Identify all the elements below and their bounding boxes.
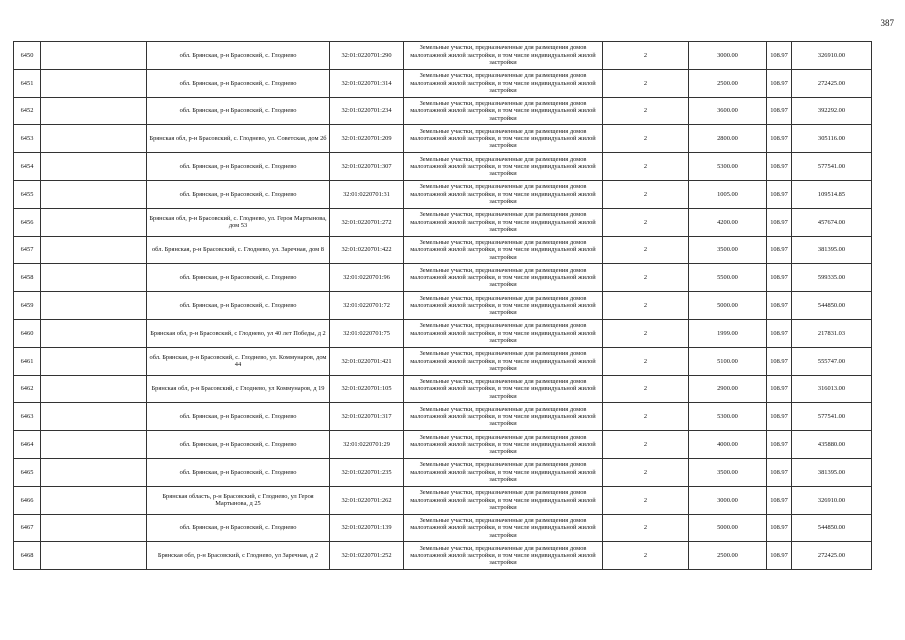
table-row — [14, 208, 872, 236]
group-cell: 2 — [603, 236, 689, 264]
cadastral-number-cell: 32:01:0220701:421 — [330, 347, 404, 375]
cadastral-value-cell: 326910.00 — [792, 42, 872, 70]
table-row — [14, 69, 872, 97]
empty-cell — [41, 180, 147, 208]
land-use-cell: Земельные участки, предназначенные для размещения домов малоэтажной жилой застройки, в том числе индивидуальной жилой застройки — [404, 292, 603, 320]
area-cell: 4200.00 — [689, 208, 767, 236]
specific-value-cell: 108.97 — [767, 542, 792, 570]
area-cell: 5300.00 — [689, 153, 767, 181]
cadastral-value-cell: 381395.00 — [792, 458, 872, 486]
cadastral-number-cell: 32:01:0220701:209 — [330, 125, 404, 153]
cadastral-number-cell: 32:01:0220701:422 — [330, 236, 404, 264]
group-cell: 2 — [603, 458, 689, 486]
address-cell: обл. Брянская, р-н Брасовский, с. Глоднево, ул. Коммунаров, дом 44 — [147, 347, 330, 375]
group-cell: 2 — [603, 97, 689, 125]
empty-cell — [41, 236, 147, 264]
address-cell: обл. Брянская, р-н Брасовский, с. Глоднево — [147, 292, 330, 320]
specific-value-cell: 108.97 — [767, 458, 792, 486]
area-cell: 2500.00 — [689, 542, 767, 570]
cadastral-value-cell: 326910.00 — [792, 486, 872, 514]
cadastral-number-cell: 32:01:0220701:139 — [330, 514, 404, 542]
cadastral-value-cell: 392292.00 — [792, 97, 872, 125]
group-cell: 2 — [603, 180, 689, 208]
specific-value-cell: 108.97 — [767, 69, 792, 97]
address-cell: Брянская обл, р-н Брасовский, с Глоднево, ул Коммунаров, д 19 — [147, 375, 330, 403]
empty-cell — [41, 153, 147, 181]
row-number: 6452 — [14, 97, 41, 125]
table-row — [14, 236, 872, 264]
land-use-cell: Земельные участки, предназначенные для размещения домов малоэтажной жилой застройки, в том числе индивидуальной жилой застройки — [404, 347, 603, 375]
group-cell: 2 — [603, 292, 689, 320]
empty-cell — [41, 431, 147, 459]
table-row — [14, 375, 872, 403]
cadastral-value-cell: 109514.85 — [792, 180, 872, 208]
empty-cell — [41, 458, 147, 486]
table-row — [14, 97, 872, 125]
group-cell: 2 — [603, 208, 689, 236]
empty-cell — [41, 403, 147, 431]
group-cell: 2 — [603, 347, 689, 375]
row-number: 6461 — [14, 347, 41, 375]
empty-cell — [41, 264, 147, 292]
table-row — [14, 403, 872, 431]
table-row — [14, 180, 872, 208]
empty-cell — [41, 208, 147, 236]
area-cell: 5500.00 — [689, 264, 767, 292]
group-cell: 2 — [603, 375, 689, 403]
group-cell: 2 — [603, 42, 689, 70]
cadastral-number-cell: 32:01:0220701:235 — [330, 458, 404, 486]
cadastral-value-cell: 457674.00 — [792, 208, 872, 236]
address-cell: обл. Брянская, р-н Брасовский, с. Глоднево — [147, 514, 330, 542]
row-number: 6456 — [14, 208, 41, 236]
address-cell: обл. Брянская, р-н Брасовский, с. Глоднево — [147, 264, 330, 292]
area-cell: 3500.00 — [689, 236, 767, 264]
land-use-cell: Земельные участки, предназначенные для размещения домов малоэтажной жилой застройки, в том числе индивидуальной жилой застройки — [404, 319, 603, 347]
area-cell: 3000.00 — [689, 42, 767, 70]
row-number: 6463 — [14, 403, 41, 431]
empty-cell — [41, 486, 147, 514]
specific-value-cell: 108.97 — [767, 403, 792, 431]
group-cell: 2 — [603, 542, 689, 570]
cadastral-value-cell: 577541.00 — [792, 403, 872, 431]
specific-value-cell: 108.97 — [767, 292, 792, 320]
cadastral-value-cell: 381395.00 — [792, 236, 872, 264]
specific-value-cell: 108.97 — [767, 375, 792, 403]
table-row — [14, 486, 872, 514]
area-cell: 1999.00 — [689, 319, 767, 347]
group-cell: 2 — [603, 319, 689, 347]
area-cell: 3500.00 — [689, 458, 767, 486]
area-cell: 4000.00 — [689, 431, 767, 459]
group-cell: 2 — [603, 431, 689, 459]
cadastral-value-cell: 555747.00 — [792, 347, 872, 375]
land-use-cell: Земельные участки, предназначенные для размещения домов малоэтажной жилой застройки, в том числе индивидуальной жилой застройки — [404, 236, 603, 264]
cadastral-value-cell: 544850.00 — [792, 514, 872, 542]
row-number: 6455 — [14, 180, 41, 208]
address-cell: Брянская обл, р-н Брасовский, с. Глоднево, ул. Героя Мартынова, дом 53 — [147, 208, 330, 236]
specific-value-cell: 108.97 — [767, 347, 792, 375]
specific-value-cell: 108.97 — [767, 514, 792, 542]
cadastral-number-cell: 32:01:0220701:317 — [330, 403, 404, 431]
row-number: 6468 — [14, 542, 41, 570]
empty-cell — [41, 69, 147, 97]
cadastral-value-cell: 316013.00 — [792, 375, 872, 403]
address-cell: обл. Брянская, р-н Брасовский, с. Глоднево — [147, 69, 330, 97]
specific-value-cell: 108.97 — [767, 486, 792, 514]
area-cell: 5000.00 — [689, 514, 767, 542]
area-cell: 1005.00 — [689, 180, 767, 208]
land-use-cell: Земельные участки, предназначенные для размещения домов малоэтажной жилой застройки, в том числе индивидуальной жилой застройки — [404, 97, 603, 125]
group-cell: 2 — [603, 69, 689, 97]
address-cell: Брянская обл, р-н Брасовский, с Глоднево, ул 40 лет Победы, д 2 — [147, 319, 330, 347]
address-cell: Брянская обл, р-н Брасовский, с Глоднево, ул Заречная, д 2 — [147, 542, 330, 570]
empty-cell — [41, 97, 147, 125]
group-cell: 2 — [603, 403, 689, 431]
group-cell: 2 — [603, 486, 689, 514]
cadastral-number-cell: 32:01:0220701:29 — [330, 431, 404, 459]
row-number: 6451 — [14, 69, 41, 97]
row-number: 6465 — [14, 458, 41, 486]
row-number: 6453 — [14, 125, 41, 153]
row-number: 6459 — [14, 292, 41, 320]
cadastral-value-cell: 577541.00 — [792, 153, 872, 181]
empty-cell — [41, 125, 147, 153]
row-number: 6467 — [14, 514, 41, 542]
address-cell: Брянская обл, р-н Брасовский, с. Глоднево, ул. Советская, дом 2б — [147, 125, 330, 153]
specific-value-cell: 108.97 — [767, 264, 792, 292]
land-use-cell: Земельные участки, предназначенные для размещения домов малоэтажной жилой застройки, в том числе индивидуальной жилой застройки — [404, 431, 603, 459]
land-use-cell: Земельные участки, предназначенные для размещения домов малоэтажной жилой застройки, в том числе индивидуальной жилой застройки — [404, 375, 603, 403]
row-number: 6464 — [14, 431, 41, 459]
specific-value-cell: 108.97 — [767, 180, 792, 208]
table-row — [14, 264, 872, 292]
cadastral-number-cell: 32:01:0220701:31 — [330, 180, 404, 208]
land-use-cell: Земельные участки, предназначенные для размещения домов малоэтажной жилой застройки, в том числе индивидуальной жилой застройки — [404, 486, 603, 514]
cadastral-number-cell: 32:01:0220701:262 — [330, 486, 404, 514]
address-cell: обл. Брянская, р-н Брасовский, с. Глоднево — [147, 180, 330, 208]
specific-value-cell: 108.97 — [767, 431, 792, 459]
row-number: 6462 — [14, 375, 41, 403]
land-use-cell: Земельные участки, предназначенные для размещения домов малоэтажной жилой застройки, в том числе индивидуальной жилой застройки — [404, 403, 603, 431]
table-row — [14, 292, 872, 320]
group-cell: 2 — [603, 153, 689, 181]
page-number: 387 — [880, 18, 894, 28]
table-row — [14, 431, 872, 459]
area-cell: 2900.00 — [689, 375, 767, 403]
cadastral-value-cell: 544850.00 — [792, 292, 872, 320]
cadastral-value-table — [13, 41, 872, 570]
row-number: 6450 — [14, 42, 41, 70]
cadastral-number-cell: 32:01:0220701:290 — [330, 42, 404, 70]
area-cell: 3000.00 — [689, 486, 767, 514]
row-number: 6454 — [14, 153, 41, 181]
address-cell: обл. Брянская, р-н Брасовский, с. Глоднево, ул. Заречная, дом 8 — [147, 236, 330, 264]
specific-value-cell: 108.97 — [767, 208, 792, 236]
table-row — [14, 125, 872, 153]
table-row — [14, 42, 872, 70]
cadastral-number-cell: 32:01:0220701:105 — [330, 375, 404, 403]
table-row — [14, 153, 872, 181]
cadastral-number-cell: 32:01:0220701:272 — [330, 208, 404, 236]
land-use-cell: Земельные участки, предназначенные для размещения домов малоэтажной жилой застройки, в том числе индивидуальной жилой застройки — [404, 42, 603, 70]
area-cell: 3600.00 — [689, 97, 767, 125]
area-cell: 5300.00 — [689, 403, 767, 431]
specific-value-cell: 108.97 — [767, 153, 792, 181]
cadastral-value-cell: 435880.00 — [792, 431, 872, 459]
table-row — [14, 458, 872, 486]
specific-value-cell: 108.97 — [767, 319, 792, 347]
land-use-cell: Земельные участки, предназначенные для размещения домов малоэтажной жилой застройки, в том числе индивидуальной жилой застройки — [404, 125, 603, 153]
table-row — [14, 514, 872, 542]
land-use-cell: Земельные участки, предназначенные для размещения домов малоэтажной жилой застройки, в том числе индивидуальной жилой застройки — [404, 153, 603, 181]
cadastral-value-cell: 305116.00 — [792, 125, 872, 153]
row-number: 6466 — [14, 486, 41, 514]
group-cell: 2 — [603, 125, 689, 153]
cadastral-number-cell: 32:01:0220701:72 — [330, 292, 404, 320]
land-use-cell: Земельные участки, предназначенные для размещения домов малоэтажной жилой застройки, в том числе индивидуальной жилой застройки — [404, 69, 603, 97]
empty-cell — [41, 375, 147, 403]
land-use-cell: Земельные участки, предназначенные для размещения домов малоэтажной жилой застройки, в том числе индивидуальной жилой застройки — [404, 264, 603, 292]
group-cell: 2 — [603, 514, 689, 542]
address-cell: обл. Брянская, р-н Брасовский, с. Глоднево — [147, 97, 330, 125]
row-number: 6460 — [14, 319, 41, 347]
specific-value-cell: 108.97 — [767, 236, 792, 264]
land-use-cell: Земельные участки, предназначенные для размещения домов малоэтажной жилой застройки, в том числе индивидуальной жилой застройки — [404, 514, 603, 542]
land-use-cell: Земельные участки, предназначенные для размещения домов малоэтажной жилой застройки, в том числе индивидуальной жилой застройки — [404, 208, 603, 236]
specific-value-cell: 108.97 — [767, 97, 792, 125]
address-cell: Брянская область, р-н Брасовский, с Глоднево, ул Героя Мартынова, д 25 — [147, 486, 330, 514]
cadastral-number-cell: 32:01:0220701:75 — [330, 319, 404, 347]
area-cell: 5000.00 — [689, 292, 767, 320]
cadastral-number-cell: 32:01:0220701:252 — [330, 542, 404, 570]
address-cell: обл. Брянская, р-н Брасовский, с. Глоднево — [147, 153, 330, 181]
table-row — [14, 347, 872, 375]
empty-cell — [41, 292, 147, 320]
address-cell: обл. Брянская, р-н Брасовский, с. Глоднево — [147, 458, 330, 486]
area-cell: 2500.00 — [689, 69, 767, 97]
empty-cell — [41, 347, 147, 375]
row-number: 6458 — [14, 264, 41, 292]
table-row — [14, 542, 872, 570]
area-cell: 2800.00 — [689, 125, 767, 153]
cadastral-number-cell: 32:01:0220701:96 — [330, 264, 404, 292]
cadastral-number-cell: 32:01:0220701:307 — [330, 153, 404, 181]
cadastral-number-cell: 32:01:0220701:234 — [330, 97, 404, 125]
cadastral-number-cell: 32:01:0220701:314 — [330, 69, 404, 97]
land-use-cell: Земельные участки, предназначенные для размещения домов малоэтажной жилой застройки, в том числе индивидуальной жилой застройки — [404, 458, 603, 486]
cadastral-value-cell: 599335.00 — [792, 264, 872, 292]
empty-cell — [41, 542, 147, 570]
cadastral-value-cell: 272425.00 — [792, 69, 872, 97]
table-body — [14, 42, 872, 570]
address-cell: обл. Брянская, р-н Брасовский, с. Глоднево — [147, 42, 330, 70]
empty-cell — [41, 319, 147, 347]
land-use-cell: Земельные участки, предназначенные для размещения домов малоэтажной жилой застройки, в том числе индивидуальной жилой застройки — [404, 180, 603, 208]
area-cell: 5100.00 — [689, 347, 767, 375]
row-number: 6457 — [14, 236, 41, 264]
address-cell: обл. Брянская, р-н Брасовский, с. Глоднево — [147, 403, 330, 431]
specific-value-cell: 108.97 — [767, 42, 792, 70]
cadastral-value-cell: 272425.00 — [792, 542, 872, 570]
group-cell: 2 — [603, 264, 689, 292]
empty-cell — [41, 42, 147, 70]
specific-value-cell: 108.97 — [767, 125, 792, 153]
land-use-cell: Земельные участки, предназначенные для размещения домов малоэтажной жилой застройки, в том числе индивидуальной жилой застройки — [404, 542, 603, 570]
empty-cell — [41, 514, 147, 542]
table-row — [14, 319, 872, 347]
address-cell: обл. Брянская, р-н Брасовский, с. Глоднево — [147, 431, 330, 459]
cadastral-value-cell: 217831.03 — [792, 319, 872, 347]
